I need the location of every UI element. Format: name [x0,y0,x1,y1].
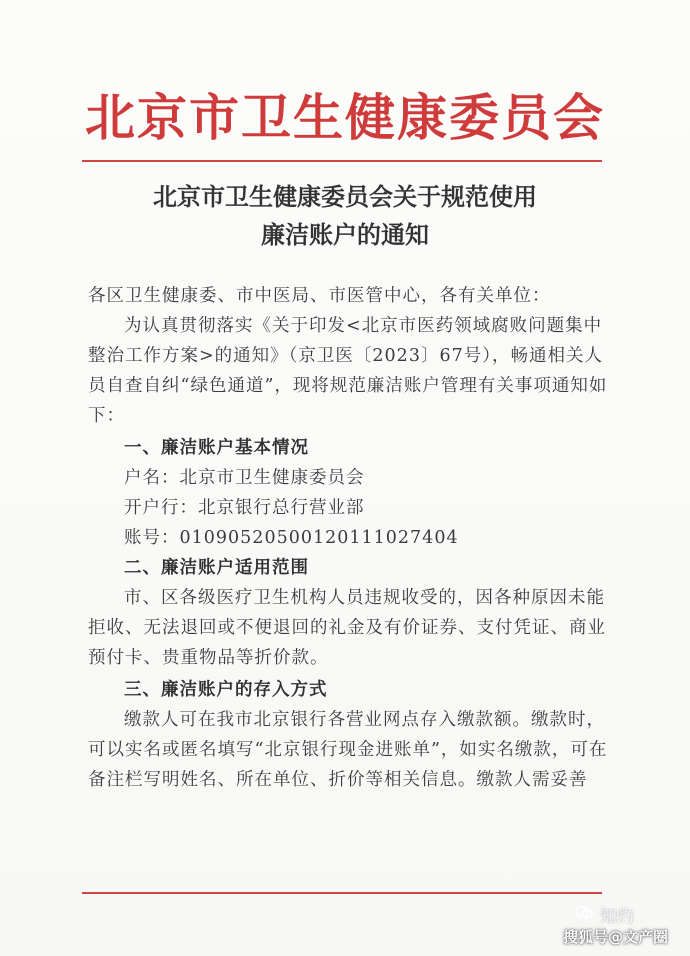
account-number: 账号：01090520500120111027404 [124,528,459,548]
section-3-text: 缴款人可在我市北京银行各营业网点存入缴款额。缴款时，可以实名或匿名填写“北京银行现金进账单”，如实名缴款，可在备注栏写明姓名、所在单位、折价等相关信息。缴款人需妥善 [88,710,608,790]
notice-title-line-2: 廉洁账户的通知 [261,220,429,249]
bank-name: 开户行：北京银行总行营业部 [124,498,365,518]
header-divider [82,160,602,162]
section-3-heading: 三、廉洁账户的存入方式 [124,680,328,700]
intro-paragraph: 为认真贯彻落实《关于印发<北京市医药领域腐败问题集中整治工作方案>的通知》（京卫医〔2023〕67号），畅通相关人员自查自纠“绿色通道”，现将规范廉洁账户管理有关事项通知如下： [88,316,608,426]
section-2-heading: 二、廉洁账户适用范围 [124,558,309,578]
notice-body [88,281,608,795]
watermark [555,900,685,952]
notice-title-line-1: 北京市卫生健康委员会关于规范使用 [153,182,537,211]
section-1-heading: 一、廉洁账户基本情况 [124,438,309,458]
footer-divider [82,892,602,894]
account-name: 户名：北京市卫生健康委员会 [124,468,365,488]
watermark-top-text: 知灼 [600,907,634,927]
wechat-icon [575,905,593,919]
watermark-bottom-text: 搜狐号@文产圈 [563,928,669,946]
addressee: 各区卫生健康委、市中医局、市医管中心，各有关单位： [88,286,551,306]
issuing-authority-header: 北京市卫生健康委员会 [85,88,605,147]
section-2-text: 市、区各级医疗卫生机构人员违规收受的，因各种原因未能拒收、无法退回或不便退回的礼金及有价证券、支付凭证、商业预付卡、贵重物品等折价款。 [88,588,606,668]
notice-title [0,178,690,254]
